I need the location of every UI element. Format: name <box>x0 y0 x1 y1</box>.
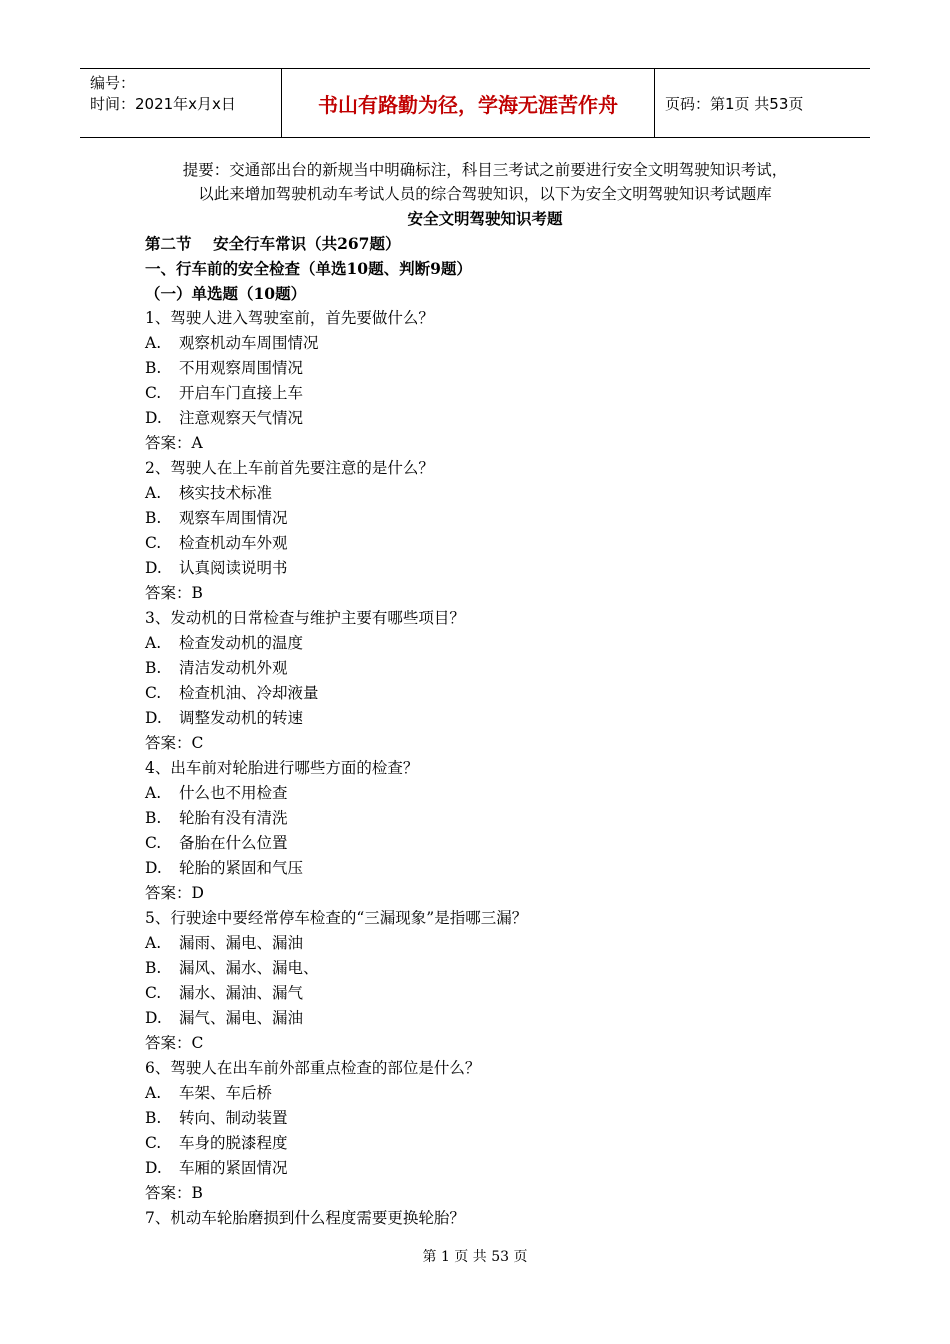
answer-option <box>145 406 825 431</box>
answer-option <box>145 1106 825 1131</box>
option-text: 备胎在什么位置 <box>179 834 288 852</box>
question-text: 6、驾驶人在出车前外部重点检查的部位是什么？ <box>145 1059 481 1077</box>
option-text: 检查机油、冷却液量 <box>179 684 319 702</box>
document-body <box>145 158 825 1231</box>
option-text: 车架、车后桥 <box>179 1084 273 1102</box>
answer-key: 答案：C <box>145 1034 204 1052</box>
summary-line: 以此来增加驾驶机动车考试人员的综合驾驶知识，以下为安全文明驾驶知识考试题库 <box>198 185 772 203</box>
summary-line: 提要：交通部出台的新规当中明确标注，科目三考试之前要进行安全文明驾驶知识考试， <box>182 161 788 179</box>
answer-option <box>145 1131 825 1156</box>
doc-title: 安全文明驾驶知识考题 <box>407 209 563 228</box>
option-letter: D. <box>145 409 162 427</box>
question-item <box>145 756 825 906</box>
option-text: 核实技术标准 <box>179 484 273 502</box>
answer-key: 答案：C <box>145 734 204 752</box>
option-letter: C. <box>145 1134 162 1152</box>
question-item <box>145 306 825 456</box>
option-text: 观察车周围情况 <box>179 509 288 527</box>
answer-option <box>145 806 825 831</box>
question-text: 7、机动车轮胎磨损到什么程度需要更换轮胎？ <box>145 1209 465 1227</box>
answer-option <box>145 681 825 706</box>
answer-option <box>145 831 825 856</box>
option-letter: B. <box>145 659 162 677</box>
answer-option <box>145 331 825 356</box>
option-text: 什么也不用检查 <box>179 784 288 802</box>
answer-option <box>145 1156 825 1181</box>
option-letter: B. <box>145 509 162 527</box>
answer-option <box>145 381 825 406</box>
option-letter: A. <box>145 784 162 802</box>
option-text: 车身的脱漆程度 <box>179 1134 288 1152</box>
header-motto: 书山有路勤为径，学海无涯苦作舟 <box>282 69 655 137</box>
doc-code-label: 编号： <box>90 74 136 92</box>
header-page-info: 页码：第1页 共53页 <box>665 94 804 113</box>
option-text: 认真阅读说明书 <box>179 559 288 577</box>
question-list <box>145 306 825 1206</box>
answer-option <box>145 506 825 531</box>
option-letter: B. <box>145 809 162 827</box>
question-text: 1、驾驶人进入驾驶室前，首先要做什么？ <box>145 309 434 327</box>
header-meta <box>80 69 282 137</box>
answer-option <box>145 931 825 956</box>
option-text: 漏气、漏电、漏油 <box>179 1009 304 1027</box>
answer-key: 答案：A <box>145 434 203 452</box>
option-letter: D. <box>145 1159 162 1177</box>
option-text: 不用观察周围情况 <box>179 359 304 377</box>
option-letter: A. <box>145 634 162 652</box>
option-text: 轮胎有没有清洗 <box>179 809 288 827</box>
option-letter: D. <box>145 559 162 577</box>
answer-option <box>145 631 825 656</box>
answer-option <box>145 781 825 806</box>
option-text: 调整发动机的转速 <box>179 709 304 727</box>
question-text: 2、驾驶人在上车前首先要注意的是什么？ <box>145 459 434 477</box>
answer-key: 答案：D <box>145 884 204 902</box>
question-item <box>145 456 825 606</box>
option-letter: B. <box>145 1109 162 1127</box>
option-text: 漏水、漏油、漏气 <box>179 984 304 1002</box>
option-text: 检查发动机的温度 <box>179 634 304 652</box>
question-item <box>145 606 825 756</box>
answer-option <box>145 1081 825 1106</box>
option-text: 检查机动车外观 <box>179 534 288 552</box>
question-text: 5、行驶途中要经常停车检查的“三漏现象”是指哪三漏？ <box>145 909 528 927</box>
answer-option <box>145 656 825 681</box>
question-text: 4、出车前对轮胎进行哪些方面的检查？ <box>145 759 419 777</box>
doc-date: 时间：2021年x月x日 <box>90 95 236 113</box>
answer-option <box>145 481 825 506</box>
option-letter: A. <box>145 934 162 952</box>
option-text: 轮胎的紧固和气压 <box>179 859 304 877</box>
option-text: 观察机动车周围情况 <box>179 334 319 352</box>
option-letter: D. <box>145 709 162 727</box>
answer-option <box>145 556 825 581</box>
option-text: 转向、制动装置 <box>179 1109 288 1127</box>
question-item <box>145 906 825 1056</box>
summary <box>145 158 825 206</box>
option-text: 漏风、漏水、漏电、 <box>179 959 319 977</box>
question-text: 3、发动机的日常检查与维护主要有哪些项目？ <box>145 609 465 627</box>
option-text: 开启车门直接上车 <box>179 384 304 402</box>
answer-option <box>145 981 825 1006</box>
option-letter: C. <box>145 984 162 1002</box>
option-text: 清洁发动机外观 <box>179 659 288 677</box>
option-text: 漏雨、漏电、漏油 <box>179 934 304 952</box>
answer-key: 答案：B <box>145 1184 203 1202</box>
part-heading: （一）单选题（10题） <box>145 284 307 303</box>
option-letter: B. <box>145 959 162 977</box>
option-letter: A. <box>145 484 162 502</box>
answer-option <box>145 706 825 731</box>
answer-option <box>145 856 825 881</box>
option-letter: C. <box>145 534 162 552</box>
option-letter: C. <box>145 384 162 402</box>
page-footer: 第 1 页 共 53 页 <box>422 1249 528 1265</box>
answer-option <box>145 356 825 381</box>
answer-key: 答案：B <box>145 584 203 602</box>
option-letter: A. <box>145 1084 162 1102</box>
section-heading: 第二节 安全行车常识（共267题） <box>145 234 401 253</box>
answer-option <box>145 1006 825 1031</box>
option-letter: D. <box>145 1009 162 1027</box>
option-letter: D. <box>145 859 162 877</box>
subsection-heading: 一、行车前的安全检查（单选10题、判断9题） <box>145 259 472 278</box>
option-letter: B. <box>145 359 162 377</box>
option-text: 注意观察天气情况 <box>179 409 304 427</box>
option-letter: C. <box>145 834 162 852</box>
option-letter: A. <box>145 334 162 352</box>
page-header <box>80 68 870 138</box>
question-item <box>145 1056 825 1206</box>
option-text: 车厢的紧固情况 <box>179 1159 288 1177</box>
answer-option <box>145 531 825 556</box>
option-letter: C. <box>145 684 162 702</box>
answer-option <box>145 956 825 981</box>
